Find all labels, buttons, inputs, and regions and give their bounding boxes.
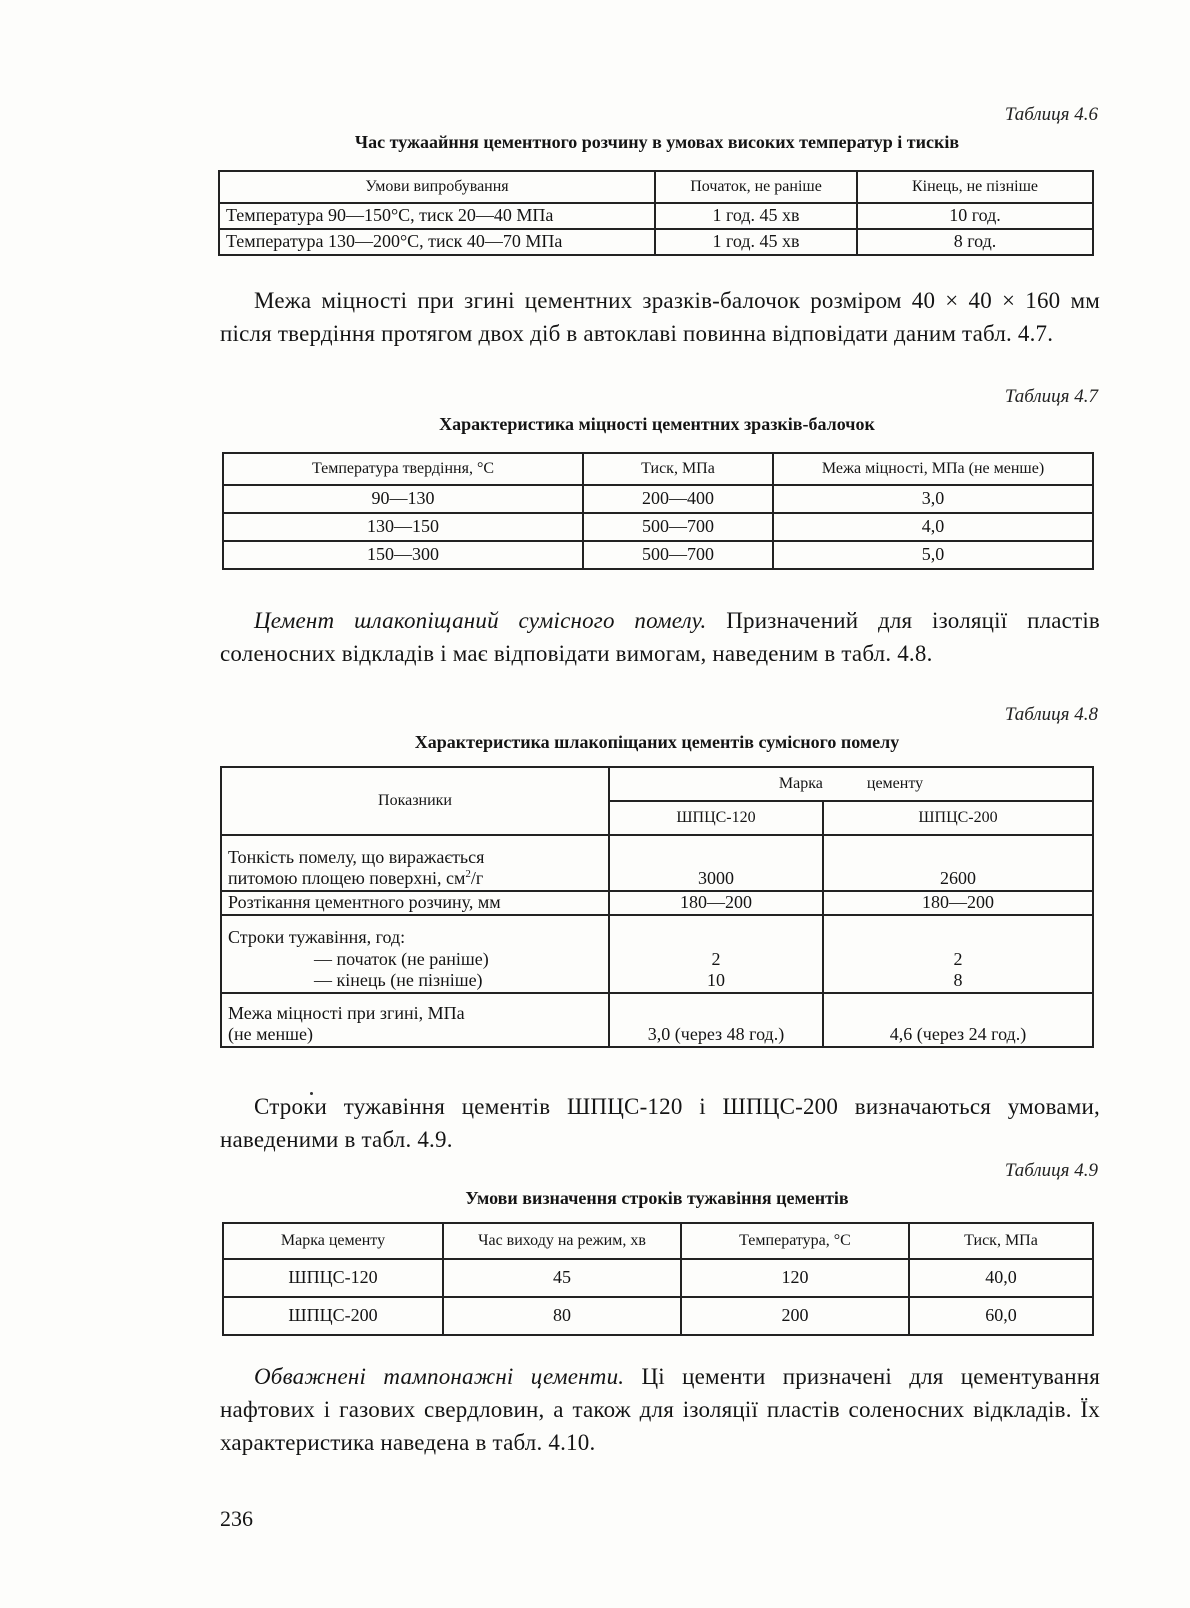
paragraph-1 [220,284,1100,350]
table-cell: 500—700 [583,513,773,541]
table-4-7-title: Характеристика міцності цементних зразків-балочок [439,414,875,434]
paragraph-3-text: Строки тужавіння цементів ШПЦС-120 і ШПЦС-200 визначаються умовами, наведеними в табл. 4.9. [220,1094,1100,1152]
page-number: 236 [220,1506,253,1531]
paragraph-4 [220,1360,1100,1459]
table-cell [221,835,609,891]
table-cell: 180—200 [609,891,823,915]
table-cell: 80 [443,1297,681,1335]
table-row [223,1259,1093,1297]
table-header-cell: Час виходу на режим, хв [443,1223,681,1259]
table-4-8-title: Характеристика шлакопіщаних цементів сумісного помелу [414,732,900,752]
table-cell: 4,6 (через 24 год.) [823,993,1093,1047]
table-cell: Розтікання цементного розчину, мм [221,891,609,915]
table-cell: 3,0 [773,485,1093,513]
table-header-cell: Межа міцності, МПа (не менше) [773,453,1093,485]
cell-text: питомою площею поверхні, см [228,868,466,889]
table-row [221,835,1093,891]
table-header-cell: Марка цементу [223,1223,443,1259]
cell-line: 10 [707,970,725,991]
table-row [223,541,1093,569]
paragraph-2-italic: Цемент шлакопіщаний сумісного помелу. [254,608,707,633]
paragraph-4-text: Ці цементи призначені для цементування нафтових і газових свердловин, а також для ізоляції пластів соленосних відкладів. Їх характеристика наведена в табл. 4.10. [220,1364,1100,1455]
table-4-6-caption: Таблиця 4.6 [1004,104,1098,125]
table-row [219,229,1093,255]
table-header-indicators: Показники [221,767,609,835]
table-row [221,993,1093,1047]
table-cell [221,915,609,993]
paragraph-3 [220,1090,1100,1156]
table-4-9-title: Умови визначення строків тужавіння цементів [465,1188,849,1208]
table-cell: 180—200 [823,891,1093,915]
table-row [219,203,1093,229]
table-header-cell: ШПЦС-200 [823,801,1093,835]
cell-text: /г [470,868,484,889]
cell-line [228,868,602,890]
table-4-7-caption: Таблиця 4.7 [1004,386,1098,407]
table-cell [609,915,823,993]
cell-line: Тонкість помелу, що виражається [228,846,485,867]
cell-line: — початок (не раніше) [314,948,489,969]
cell-line: — кінець (не пізніше) [314,970,483,991]
cell-line: 8 [953,970,963,991]
table-cell: 200 [681,1297,909,1335]
table-cell: Температура 90—150°С, тиск 20—40 МПа [219,203,655,229]
table-cell: 10 год. [857,203,1093,229]
table-cell: 45 [443,1259,681,1297]
table-row [223,513,1093,541]
table-cell: 500—700 [583,541,773,569]
cell-line: Строки тужавіння, год: [228,927,406,948]
table-cell: 2600 [823,835,1093,891]
table-cell: Температура 130—200°С, тиск 40—70 МПа [219,229,655,255]
table-cell: 4,0 [773,513,1093,541]
cell-line: 2 [953,948,963,969]
table-header-cell: Температура твердіння, °С [223,453,583,485]
table-cell: 40,0 [909,1259,1093,1297]
table-4-8 [220,766,1094,1048]
table-4-7 [222,452,1094,570]
table-header-cell: Температура, °С [681,1223,909,1259]
table-4-6 [218,170,1094,256]
table-cell: 150—300 [223,541,583,569]
table-cell: 8 год. [857,229,1093,255]
table-cell: 3000 [609,835,823,891]
table-row [221,891,1093,915]
table-row [223,1297,1093,1335]
paragraph-4-italic: Обважнені тампонажні цементи. [254,1364,625,1389]
table-row [223,485,1093,513]
table-row [221,915,1093,993]
table-header-cell: ШПЦС-120 [609,801,823,835]
table-header-cell: Кінець, не пізніше [857,171,1093,203]
cell-line: (не менше) [228,1024,313,1045]
cell-line: 2 [711,948,721,969]
superscript: 2 [465,868,471,881]
table-cell: 90—130 [223,485,583,513]
paragraph-1-text: Межа міцності при згині цементних зразків-балочок розміром 40 × 40 × 160 мм після твердіння протягом двох діб в автоклаві повинна відповідати даним табл. 4.7. [220,288,1100,346]
table-cell: 5,0 [773,541,1093,569]
paragraph-2 [220,604,1100,670]
table-4-6-title: Час тужаайння цементного розчину в умовах високих температур і тисків [354,132,960,152]
table-cell: 3,0 (через 48 год.) [609,993,823,1047]
table-header-brand [609,767,1093,801]
table-cell: 1 год. 45 хв [655,203,857,229]
table-cell [221,993,609,1047]
table-cell [823,915,1093,993]
table-header-cell: Тиск, МПа [909,1223,1093,1259]
table-cell: 200—400 [583,485,773,513]
table-cell: ШПЦС-120 [223,1259,443,1297]
table-cell: 130—150 [223,513,583,541]
brand-word-2: цементу [866,775,924,793]
table-header-cell: Тиск, МПа [583,453,773,485]
brand-word-1: Марка [778,775,823,793]
table-cell: 1 год. 45 хв [655,229,857,255]
table-header-cell: Умови випробування [219,171,655,203]
table-header-cell: Початок, не раніше [655,171,857,203]
table-4-9 [222,1222,1094,1336]
table-cell: ШПЦС-200 [223,1297,443,1335]
table-4-8-caption: Таблиця 4.8 [1004,704,1098,725]
table-cell: 120 [681,1259,909,1297]
paragraph-2-text: Призначений для ізоляції пластів соленосних відкладів і має відповідати вимогам, наведеним в табл. 4.8. [220,608,1100,666]
cell-line: Межа міцності при згині, МПа [228,1002,465,1023]
table-4-9-caption: Таблиця 4.9 [1004,1160,1098,1181]
table-cell: 60,0 [909,1297,1093,1335]
